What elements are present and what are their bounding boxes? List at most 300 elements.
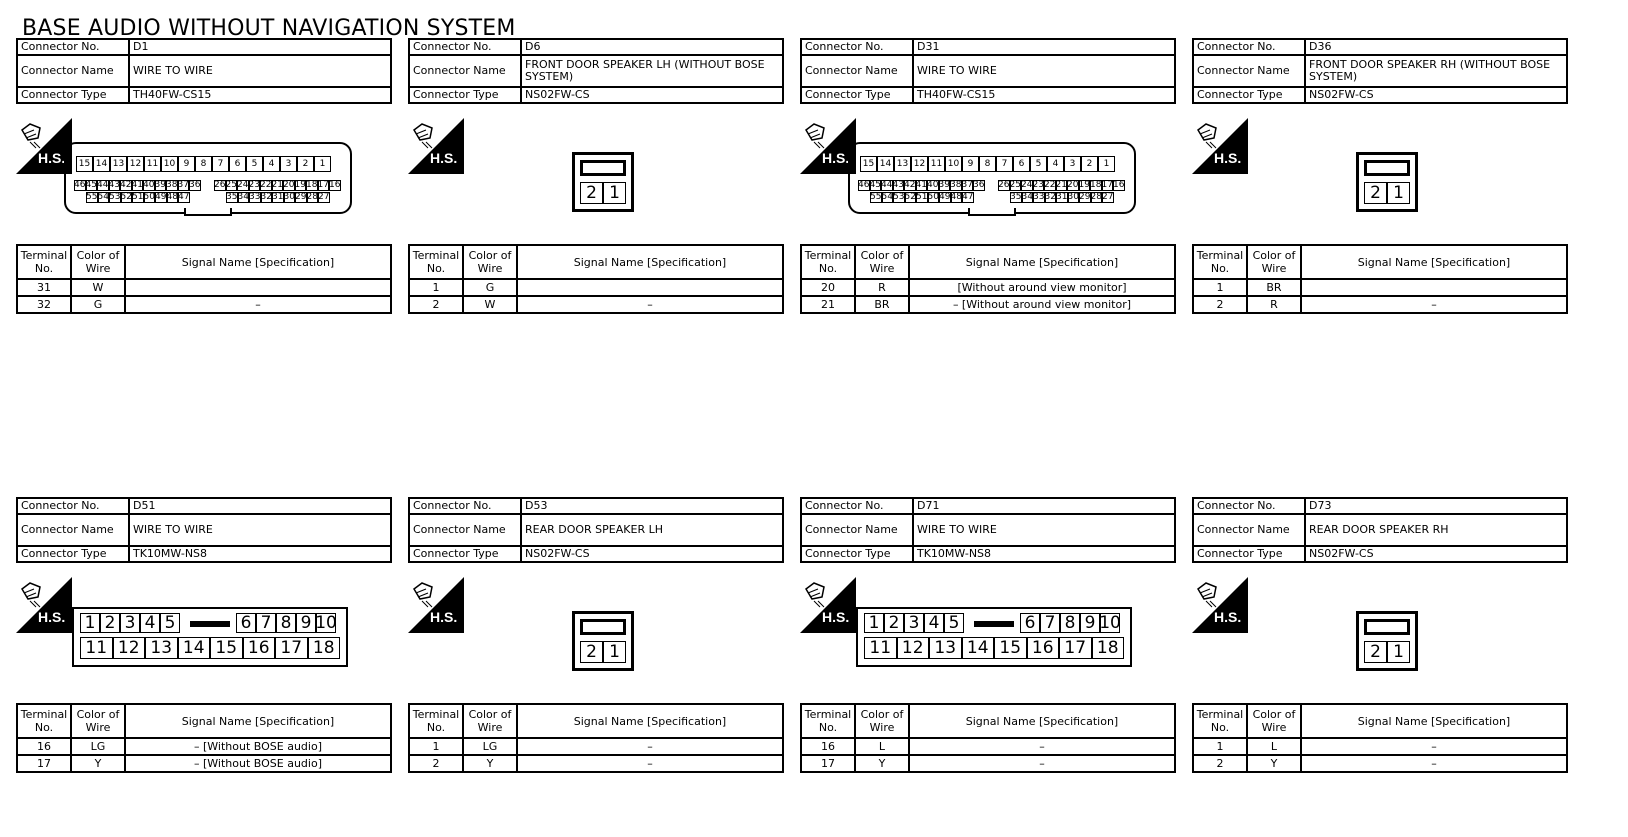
connector-pin: 22 xyxy=(1044,180,1056,190)
connector-pin: 2 xyxy=(1364,182,1387,204)
wire-color: Y xyxy=(855,755,909,772)
connector-pin: 43 xyxy=(892,180,904,190)
terminal-no-header: Terminal No. xyxy=(1193,245,1247,279)
signal-name: – xyxy=(1301,738,1567,755)
connector-pin: 16 xyxy=(1027,637,1060,659)
connector-pin: 9 xyxy=(962,156,979,172)
connector-pin: 14 xyxy=(93,156,110,172)
connector-pin: 24 xyxy=(1021,180,1033,190)
connector-pin: 48 xyxy=(166,192,178,202)
connector-pin: 55 xyxy=(870,192,882,202)
connector-pin: 10 xyxy=(161,156,178,172)
terminal-no: 2 xyxy=(1193,296,1247,313)
signal-name-header: Signal Name [Specification] xyxy=(517,245,783,279)
terminal-no: 1 xyxy=(1193,279,1247,296)
connector-pin: 4 xyxy=(924,613,944,633)
connector-pin: 16 xyxy=(329,180,341,190)
info-value: D73 xyxy=(1305,498,1567,514)
connector-pin: 7 xyxy=(256,613,276,633)
terminal-table xyxy=(408,244,784,314)
connector-pin: 25 xyxy=(1009,180,1021,190)
hs-label: H.S. xyxy=(430,150,458,166)
connector-pin: 14 xyxy=(877,156,894,172)
wire-color: BR xyxy=(1247,279,1301,296)
connector-pin: 35 xyxy=(1010,192,1022,202)
info-value: TH40FW-CS15 xyxy=(913,87,1175,103)
connector-pin: 55 xyxy=(86,192,98,202)
terminal-no: 21 xyxy=(801,296,855,313)
info-value: NS02FW-CS xyxy=(1305,546,1567,562)
connector-latch xyxy=(1364,619,1410,635)
connector-pin: 52 xyxy=(904,192,916,202)
connector-latch xyxy=(184,208,232,216)
connector-pin: 22 xyxy=(260,180,272,190)
connector-pin: 13 xyxy=(929,637,962,659)
info-value: D6 xyxy=(521,39,783,55)
connector-face-tk10 xyxy=(72,607,348,671)
signal-name-header: Signal Name [Specification] xyxy=(909,245,1175,279)
info-label: Connector Name xyxy=(17,55,129,87)
connector-pin: 26 xyxy=(214,180,226,190)
terminal-no-header: Terminal No. xyxy=(1193,704,1247,738)
connector-pin: 10 xyxy=(1099,612,1121,633)
connector-pin: 51 xyxy=(132,192,144,202)
connector-pin: 13 xyxy=(110,156,127,172)
signal-name: – [Without BOSE audio] xyxy=(125,755,391,772)
signal-name-header: Signal Name [Specification] xyxy=(1301,704,1567,738)
connector-pin: 39 xyxy=(938,180,950,190)
info-value: FRONT DOOR SPEAKER RH (WITHOUT BOSE SYSTEM) xyxy=(1305,55,1567,87)
connector-pin: 7 xyxy=(212,156,229,172)
info-label: Connector Type xyxy=(801,546,913,562)
wire-color: Y xyxy=(71,755,125,772)
info-value: WIRE TO WIRE xyxy=(913,514,1175,546)
wire-color-header: Color of Wire xyxy=(463,245,517,279)
connector-pin: 15 xyxy=(994,637,1027,659)
connector-pin: 19 xyxy=(294,180,306,190)
hs-direction-icon xyxy=(1192,118,1248,174)
signal-name-header: Signal Name [Specification] xyxy=(517,704,783,738)
terminal-no: 1 xyxy=(409,738,463,755)
info-label: Connector Type xyxy=(1193,87,1305,103)
connector-pin: 40 xyxy=(143,180,155,190)
connector-panel xyxy=(1192,497,1568,837)
connector-pin: 42 xyxy=(904,180,916,190)
info-label: Connector No. xyxy=(409,39,521,55)
wire-color-header: Color of Wire xyxy=(71,245,125,279)
info-value: TK10MW-NS8 xyxy=(129,546,391,562)
table-row xyxy=(17,279,391,296)
wire-color: W xyxy=(463,296,517,313)
connector-face-th40 xyxy=(848,142,1136,218)
signal-name-header: Signal Name [Specification] xyxy=(125,245,391,279)
connector-panel xyxy=(800,38,1176,378)
terminal-no: 17 xyxy=(17,755,71,772)
connector-pin: 17 xyxy=(1059,637,1092,659)
hs-label: H.S. xyxy=(1214,150,1242,166)
connector-pin: 34 xyxy=(1021,192,1033,202)
connector-pin: 19 xyxy=(1078,180,1090,190)
connector-pin: 1 xyxy=(80,613,100,633)
connector-pin: 3 xyxy=(1064,156,1081,172)
info-label: Connector Name xyxy=(409,514,521,546)
connector-pin: 3 xyxy=(904,613,924,633)
terminal-no-header: Terminal No. xyxy=(17,704,71,738)
info-value: D1 xyxy=(129,39,391,55)
connector-pin: 15 xyxy=(860,156,877,172)
connector-pin: 29 xyxy=(295,192,307,202)
table-row xyxy=(17,738,391,755)
hs-direction-icon xyxy=(408,118,464,174)
connector-pin: 47 xyxy=(962,192,974,202)
info-value: WIRE TO WIRE xyxy=(129,514,391,546)
connector-pin: 37 xyxy=(177,180,189,190)
connector-pin: 54 xyxy=(97,192,109,202)
signal-name: [Without around view monitor] xyxy=(909,279,1175,296)
terminal-table xyxy=(16,244,392,314)
connector-pin: 23 xyxy=(248,180,260,190)
wire-color: BR xyxy=(855,296,909,313)
connector-pin: 28 xyxy=(1090,192,1102,202)
info-label: Connector No. xyxy=(801,39,913,55)
connector-face-ns02 xyxy=(572,611,634,671)
info-label: Connector No. xyxy=(17,39,129,55)
connector-panel xyxy=(1192,38,1568,378)
terminal-no: 2 xyxy=(409,296,463,313)
wire-color-header: Color of Wire xyxy=(1247,245,1301,279)
wire-color: R xyxy=(1247,296,1301,313)
connector-pin: 27 xyxy=(318,192,330,202)
connector-pin: 5 xyxy=(246,156,263,172)
connector-pin: 33 xyxy=(1033,192,1045,202)
info-value: WIRE TO WIRE xyxy=(129,55,391,87)
connector-pin: 12 xyxy=(113,637,146,659)
connector-pin: 35 xyxy=(226,192,238,202)
connector-pin: 38 xyxy=(950,180,962,190)
connector-pin: 10 xyxy=(945,156,962,172)
connector-pin: 50 xyxy=(143,192,155,202)
info-label: Connector No. xyxy=(17,498,129,514)
terminal-table xyxy=(800,244,1176,314)
signal-name: – xyxy=(909,755,1175,772)
terminal-no: 1 xyxy=(1193,738,1247,755)
info-value: D51 xyxy=(129,498,391,514)
wire-color: LG xyxy=(71,738,125,755)
connector-info-table xyxy=(800,497,1176,563)
connector-pin: 21 xyxy=(1055,180,1067,190)
info-label: Connector Name xyxy=(1193,514,1305,546)
info-label: Connector No. xyxy=(801,498,913,514)
connector-pin: 17 xyxy=(275,637,308,659)
connector-pin: 27 xyxy=(1102,192,1114,202)
table-row xyxy=(17,755,391,772)
info-value: NS02FW-CS xyxy=(1305,87,1567,103)
connector-pin: 53 xyxy=(893,192,905,202)
terminal-no: 20 xyxy=(801,279,855,296)
terminal-no: 32 xyxy=(17,296,71,313)
connector-pin: 34 xyxy=(237,192,249,202)
connector-pin: 52 xyxy=(120,192,132,202)
connector-pin: 14 xyxy=(178,637,211,659)
info-label: Connector Type xyxy=(409,87,521,103)
connector-pin: 11 xyxy=(928,156,945,172)
signal-name-header: Signal Name [Specification] xyxy=(1301,245,1567,279)
terminal-no-header: Terminal No. xyxy=(409,245,463,279)
connector-pin: 51 xyxy=(916,192,928,202)
signal-name: – xyxy=(909,738,1175,755)
connector-pin: 13 xyxy=(145,637,178,659)
info-label: Connector Name xyxy=(17,514,129,546)
table-row xyxy=(801,279,1175,296)
signal-name-header: Signal Name [Specification] xyxy=(909,704,1175,738)
connector-pin: 18 xyxy=(1090,180,1102,190)
connector-pin: 1 xyxy=(603,182,626,204)
terminal-table xyxy=(408,703,784,773)
connector-pin: 5 xyxy=(1030,156,1047,172)
connector-pin: 4 xyxy=(263,156,280,172)
connector-pin: 20 xyxy=(1067,180,1079,190)
connector-pin: 8 xyxy=(276,613,296,633)
connector-pin: 12 xyxy=(911,156,928,172)
connector-pin: 24 xyxy=(237,180,249,190)
connector-face-ns02 xyxy=(572,152,634,212)
info-label: Connector No. xyxy=(409,498,521,514)
connector-pin: 12 xyxy=(897,637,930,659)
info-value: NS02FW-CS xyxy=(521,87,783,103)
table-row xyxy=(1193,296,1567,313)
signal-name: – [Without around view monitor] xyxy=(909,296,1175,313)
wire-color: LG xyxy=(463,738,517,755)
connector-pin: 38 xyxy=(166,180,178,190)
info-label: Connector No. xyxy=(1193,498,1305,514)
signal-name: – xyxy=(1301,755,1567,772)
signal-name-header: Signal Name [Specification] xyxy=(125,704,391,738)
connector-pin: 53 xyxy=(109,192,121,202)
connector-info-table xyxy=(16,38,392,104)
connector-info-table xyxy=(16,497,392,563)
connector-pin: 16 xyxy=(1113,180,1125,190)
table-row xyxy=(1193,279,1567,296)
terminal-no: 16 xyxy=(17,738,71,755)
connector-pin: 7 xyxy=(1040,613,1060,633)
connector-pin: 23 xyxy=(1032,180,1044,190)
hs-label: H.S. xyxy=(38,150,66,166)
connector-pin: 47 xyxy=(178,192,190,202)
connector-pin: 18 xyxy=(306,180,318,190)
table-row xyxy=(1193,738,1567,755)
connector-pin: 48 xyxy=(950,192,962,202)
terminal-table xyxy=(1192,244,1568,314)
connector-pin: 49 xyxy=(155,192,167,202)
connector-pin: 20 xyxy=(283,180,295,190)
terminal-no-header: Terminal No. xyxy=(801,704,855,738)
wire-color: Y xyxy=(463,755,517,772)
signal-name: – xyxy=(1301,296,1567,313)
info-label: Connector Type xyxy=(1193,546,1305,562)
table-row xyxy=(409,738,783,755)
connector-pin: 54 xyxy=(881,192,893,202)
connector-panel xyxy=(408,38,784,378)
connector-pin: 16 xyxy=(243,637,276,659)
connector-pin: 18 xyxy=(1092,637,1125,659)
wire-color-header: Color of Wire xyxy=(1247,704,1301,738)
wire-color-header: Color of Wire xyxy=(71,704,125,738)
connector-pin: 5 xyxy=(160,613,180,633)
wire-color: L xyxy=(1247,738,1301,755)
hs-label: H.S. xyxy=(430,609,458,625)
connector-pin: 41 xyxy=(915,180,927,190)
hs-direction-icon xyxy=(1192,577,1248,633)
connector-panel xyxy=(408,497,784,837)
connector-pin: 2 xyxy=(100,613,120,633)
connector-info-table xyxy=(408,38,784,104)
table-row xyxy=(409,296,783,313)
table-row xyxy=(801,755,1175,772)
connector-latch xyxy=(1364,160,1410,176)
connector-info-table xyxy=(408,497,784,563)
connector-pin: 9 xyxy=(1080,613,1100,633)
wire-color: Y xyxy=(1247,755,1301,772)
info-value: REAR DOOR SPEAKER RH xyxy=(1305,514,1567,546)
wire-color: W xyxy=(71,279,125,296)
connector-panel xyxy=(800,497,1176,837)
connector-pin: 7 xyxy=(996,156,1013,172)
connector-pin: 17 xyxy=(1101,180,1113,190)
info-label: Connector Name xyxy=(801,514,913,546)
connector-pin: 41 xyxy=(131,180,143,190)
connector-pin: 40 xyxy=(927,180,939,190)
connector-pin: 30 xyxy=(283,192,295,202)
connector-pin: 33 xyxy=(249,192,261,202)
terminal-no: 2 xyxy=(1193,755,1247,772)
connector-pin: 3 xyxy=(120,613,140,633)
info-label: Connector Type xyxy=(801,87,913,103)
connector-info-table xyxy=(1192,497,1568,563)
connector-panel xyxy=(16,38,392,378)
connector-pin: 6 xyxy=(236,613,256,633)
connector-pin: 36 xyxy=(189,180,201,190)
connector-pin: 4 xyxy=(1047,156,1064,172)
connector-housing xyxy=(64,142,352,214)
connector-pin: 14 xyxy=(962,637,995,659)
terminal-table xyxy=(16,703,392,773)
connector-pin: 32 xyxy=(1044,192,1056,202)
connector-pin: 42 xyxy=(120,180,132,190)
signal-name: – xyxy=(125,296,391,313)
connector-pin: 1 xyxy=(314,156,331,172)
terminal-no: 16 xyxy=(801,738,855,755)
connector-pin: 1 xyxy=(1387,182,1410,204)
connector-panel xyxy=(16,497,392,837)
info-value: TK10MW-NS8 xyxy=(913,546,1175,562)
connector-pin: 9 xyxy=(178,156,195,172)
connector-pin: 50 xyxy=(927,192,939,202)
connector-pin: 44 xyxy=(881,180,893,190)
info-label: Connector Name xyxy=(801,55,913,87)
connector-pin: 29 xyxy=(1079,192,1091,202)
page-title: BASE AUDIO WITHOUT NAVIGATION SYSTEM xyxy=(22,16,516,41)
connector-pin: 11 xyxy=(144,156,161,172)
connector-pin: 15 xyxy=(210,637,243,659)
connector-pin: 46 xyxy=(74,180,86,190)
hs-direction-icon xyxy=(800,577,856,633)
connector-pin: 18 xyxy=(308,637,341,659)
terminal-table xyxy=(800,703,1176,773)
terminal-no-header: Terminal No. xyxy=(801,245,855,279)
wire-color-header: Color of Wire xyxy=(463,704,517,738)
connector-info-table xyxy=(800,38,1176,104)
table-row xyxy=(801,296,1175,313)
info-label: Connector Name xyxy=(1193,55,1305,87)
connector-pin: 10 xyxy=(315,612,337,633)
connector-pin: 8 xyxy=(195,156,212,172)
info-value: D71 xyxy=(913,498,1175,514)
connector-pin: 1 xyxy=(864,613,884,633)
signal-name xyxy=(125,279,391,296)
connector-pin: 45 xyxy=(869,180,881,190)
wire-color-header: Color of Wire xyxy=(855,245,909,279)
terminal-no: 17 xyxy=(801,755,855,772)
terminal-no: 1 xyxy=(409,279,463,296)
wire-color: G xyxy=(463,279,517,296)
hs-direction-icon xyxy=(16,577,72,633)
connector-face-tk10 xyxy=(856,607,1132,671)
wire-color-header: Color of Wire xyxy=(855,704,909,738)
connector-pin: 2 xyxy=(580,641,603,663)
connector-pin: 8 xyxy=(979,156,996,172)
connector-pin: 30 xyxy=(1067,192,1079,202)
info-label: Connector Name xyxy=(409,55,521,87)
connector-pin: 9 xyxy=(296,613,316,633)
connector-pin: 12 xyxy=(127,156,144,172)
connector-pin: 43 xyxy=(108,180,120,190)
connector-pin: 13 xyxy=(894,156,911,172)
connector-pin: 2 xyxy=(884,613,904,633)
info-label: Connector Type xyxy=(409,546,521,562)
connector-pin: 15 xyxy=(76,156,93,172)
connector-pin: 32 xyxy=(260,192,272,202)
signal-name xyxy=(517,279,783,296)
table-row xyxy=(409,755,783,772)
connector-pin: 44 xyxy=(97,180,109,190)
table-row xyxy=(409,279,783,296)
table-row xyxy=(801,738,1175,755)
signal-name: – xyxy=(517,296,783,313)
connector-face-ns02 xyxy=(1356,152,1418,212)
table-row xyxy=(17,296,391,313)
info-value: D53 xyxy=(521,498,783,514)
connector-pin: 1 xyxy=(1387,641,1410,663)
connector-pin: 1 xyxy=(603,641,626,663)
connector-latch xyxy=(968,208,1016,216)
wire-color: R xyxy=(855,279,909,296)
connector-pin: 5 xyxy=(944,613,964,633)
connector-pin: 31 xyxy=(1056,192,1068,202)
connector-latch xyxy=(580,619,626,635)
info-label: Connector Type xyxy=(17,87,129,103)
connector-pin: 37 xyxy=(961,180,973,190)
connector-pin: 46 xyxy=(858,180,870,190)
connector-key xyxy=(974,621,1014,627)
connector-pin: 45 xyxy=(85,180,97,190)
connector-pin: 2 xyxy=(580,182,603,204)
terminal-no-header: Terminal No. xyxy=(409,704,463,738)
signal-name: – xyxy=(517,738,783,755)
info-value: WIRE TO WIRE xyxy=(913,55,1175,87)
connector-pin: 49 xyxy=(939,192,951,202)
connector-key xyxy=(190,621,230,627)
signal-name xyxy=(1301,279,1567,296)
